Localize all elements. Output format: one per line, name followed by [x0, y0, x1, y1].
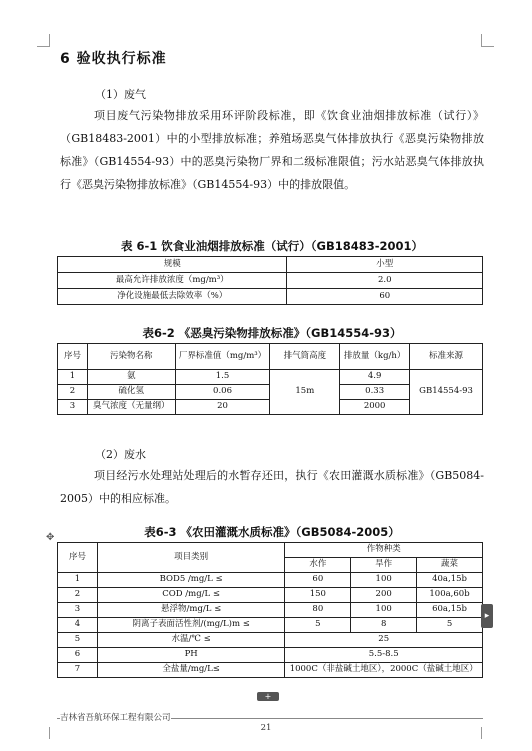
table-cell: 水温/℃ ≤	[97, 633, 285, 648]
table-cell: 100	[351, 573, 417, 588]
page-number: 21	[260, 723, 272, 733]
table-move-icon[interactable]: ✥	[46, 532, 55, 543]
table-cell: 200	[351, 588, 417, 603]
water-paragraph: 项目经污水处理站处理后的水暂存还田，执行《农田灌溉水质标准》（GB5084-2005）中的相应标准。	[60, 469, 484, 505]
table-cell: 4	[58, 618, 98, 633]
crop-mark-top-right	[481, 34, 494, 47]
header-cell: 水作	[285, 558, 351, 573]
table-row	[58, 603, 483, 618]
table-row	[58, 588, 483, 603]
table-header-row	[58, 344, 483, 370]
table-cell: 7	[58, 663, 98, 678]
table-cell: 净化设施最低去除效率（%）	[58, 289, 287, 305]
header-cell: 厂界标准值（mg/m³）	[175, 344, 270, 370]
table-row	[58, 573, 483, 588]
table-cell: 1	[58, 573, 98, 588]
table-cell: 3	[58, 603, 98, 618]
table3-caption: 表6-3 《农田灌溉水质标准》（GB5084-2005）	[144, 525, 400, 539]
table-cell: 6	[58, 648, 98, 663]
table-cell: 5	[417, 618, 483, 633]
table-cell: 氨	[87, 370, 175, 385]
table-cell: 5	[58, 633, 98, 648]
table-cell: 0.06	[175, 385, 270, 400]
table-cell: 悬浮物/mg/L ≤	[97, 603, 285, 618]
table-cell: 最高允许排放浓度（mg/m³）	[58, 273, 287, 289]
table-cell: 80	[285, 603, 351, 618]
table-cell: BOD5 /mg/L ≤	[97, 573, 285, 588]
table-header-row	[58, 543, 483, 558]
crop-mark-top-left	[37, 34, 50, 47]
table-cell: 1	[58, 370, 88, 385]
table-cell: 2	[58, 588, 98, 603]
table-cell: 100a,60b	[417, 588, 483, 603]
header-group-cell: 作物种类	[285, 543, 483, 558]
table-cell: 150	[285, 588, 351, 603]
table-cell: 0.33	[340, 385, 410, 400]
gas-heading: （1）废气	[95, 88, 146, 101]
header-cell: 排气筒高度	[270, 344, 340, 370]
header-cell: 序号	[58, 344, 88, 370]
table-row	[58, 633, 483, 648]
table-cell: 臭气浓度（无量纲）	[87, 400, 175, 415]
table-cell: COD /mg/L ≤	[97, 588, 285, 603]
table-cell: 全盐量/mg/L≤	[97, 663, 285, 678]
water-heading: （2）废水	[95, 448, 146, 461]
table-cell: PH	[97, 648, 285, 663]
add-row-icon[interactable]: +	[257, 692, 279, 701]
table-row	[58, 273, 483, 289]
table-cell: 40a,15b	[417, 573, 483, 588]
stack-height-cell: 15m	[270, 370, 340, 415]
table-cell: 5	[285, 618, 351, 633]
table-odor-standard	[57, 343, 483, 415]
table-cell: 2	[58, 385, 88, 400]
table-row	[58, 289, 483, 305]
table-header-row	[58, 257, 483, 273]
table-cell: 1.5	[175, 370, 270, 385]
table-cell: 60	[287, 289, 483, 305]
gas-paragraph: 项目废气污染物排放采用环评阶段标准，即《饮食业油烟排放标准（试行）》（GB18483-2001）中的小型排放标准；养殖场恶臭气体排放执行《恶臭污染物排放标准》（GB14554-93）中的恶臭污染物厂界和二级标准限值；污水站恶臭气体排放执行《恶臭污染物排放标准》（GB14554-93）中的排放限值。	[60, 109, 484, 191]
header-cell: 蔬菜	[417, 558, 483, 573]
table1-caption: 表 6-1 饮食业油烟排放标准（试行）（GB18483-2001）	[120, 239, 424, 253]
header-cell: 小型	[287, 257, 483, 273]
standard-source-cell: GB14554-93	[410, 370, 483, 415]
header-cell: 规模	[58, 257, 287, 273]
table-cell: 60	[285, 573, 351, 588]
table-oil-fume-standard	[57, 256, 483, 305]
table2-caption: 表6-2 《恶臭污染物排放标准》（GB14554-93）	[142, 326, 402, 340]
footer-company: 吉林省吾航环保工程有限公司	[60, 713, 171, 723]
table-cell: 2000	[340, 400, 410, 415]
table-cell: 4.9	[340, 370, 410, 385]
table-row	[58, 618, 483, 633]
table-cell: 60a,15b	[417, 603, 483, 618]
section-title: 6 验收执行标准	[60, 51, 167, 67]
header-cell: 污染物名称	[87, 344, 175, 370]
header-cell: 项目类别	[97, 543, 285, 573]
table-cell: 8	[351, 618, 417, 633]
table-cell: 2.0	[287, 273, 483, 289]
table-row	[58, 370, 483, 385]
header-cell: 排放量（kg/h）	[340, 344, 410, 370]
header-cell: 序号	[58, 543, 98, 573]
table-irrigation-standard	[57, 542, 483, 678]
table-row	[58, 648, 483, 663]
table-row	[58, 663, 483, 678]
table-cell: 3	[58, 400, 88, 415]
header-cell: 旱作	[351, 558, 417, 573]
table-cell: 5.5-8.5	[285, 648, 483, 663]
table-cell: 阴离子表面活性剂/(mg/L)m ≤	[97, 618, 285, 633]
table-cell: 100	[351, 603, 417, 618]
expand-icon[interactable]: ▸	[481, 604, 493, 628]
header-cell: 标准来源	[410, 344, 483, 370]
table-cell: 硫化氢	[87, 385, 175, 400]
table-cell: 1000C（非盐碱土地区），2000C（盐碱土地区）	[285, 663, 483, 678]
table-cell: 20	[175, 400, 270, 415]
table-cell: 25	[285, 633, 483, 648]
